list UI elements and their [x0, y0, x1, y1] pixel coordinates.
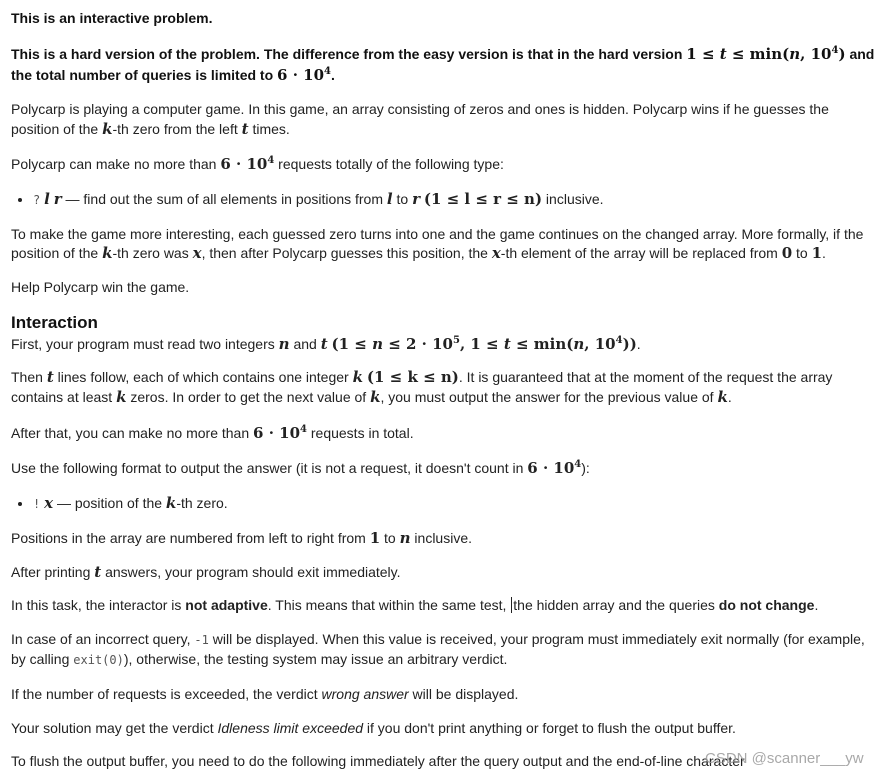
- lr-bounds-formula: (1 ≤ l ≤ r ≤ n): [423, 190, 543, 208]
- more-interesting-line-2: position of the k-th zero was x, then after Polycarp guesses this position, the x-th element of the array will be replaced from 0 to 1.: [11, 244, 826, 262]
- requests-line: Polycarp can make no more than $6 \cdot 10^4$ requests totally of the following type:: [11, 155, 504, 173]
- query-symbol: ?: [33, 193, 41, 207]
- flush-line: To flush the output buffer, you need to do the following immediately after the query output and the end-of-line character: [11, 753, 745, 769]
- interaction-heading: Interaction: [11, 313, 98, 332]
- answer-symbol: !: [33, 497, 41, 511]
- nt-bounds-formula: ($1 \le n \le 2 \cdot 10^5$, 1 ≤ t ≤ min(n, $10^4$)): [331, 335, 637, 353]
- var-t: t: [241, 120, 249, 138]
- list-item-query: • ? l r — find out the sum of all elements in positions from l to r (1 ≤ l ≤ r ≤ n) inclusive.: [33, 189, 604, 210]
- incorrect-query-line-1: In case of an incorrect query, -1 will be displayed. When this value is received, your program must immediately exit normally (for example,: [11, 631, 865, 647]
- help-line: Help Polycarp win the game.: [11, 279, 190, 295]
- hard1-tail: and: [845, 46, 875, 62]
- hard2-text: the total number of queries is limited to: [11, 67, 278, 83]
- then-line-1: Then t lines follow, each of which contains one integer k (1 ≤ k ≤ n). It is guaranteed that at the moment of the request the array: [11, 368, 833, 386]
- then-line-2: contains at least k zeros. In order to get the next value of k, you must output the answer for the previous value of k.: [11, 388, 732, 406]
- exit-line: After printing t answers, your program should exit immediately.: [11, 563, 401, 581]
- answer-format-list: [11, 493, 228, 514]
- list-item-answer: • ! x — position of the k-th zero.: [33, 493, 228, 514]
- k-bounds-formula: (1 ≤ k ≤ n): [366, 368, 459, 386]
- hard-version-line-2: the total number of queries is limited to $6 \cdot 10^4$.: [11, 66, 335, 84]
- positions-line: Positions in the array are numbered from left to right from 1 to n inclusive.: [11, 529, 472, 547]
- hard1-text: This is a hard version of the problem. The difference from the easy version is that in the hard version: [11, 46, 687, 62]
- query-limit-formula: $6 \cdot 10^4$: [277, 66, 331, 84]
- more-interesting-line-1: To make the game more interesting, each guessed zero turns into one and the game continues on the changed array. More formally, if the: [11, 226, 864, 242]
- interactive-note: [11, 8, 873, 28]
- format-line: Use the following format to output the answer (it is not a request, it doesn't count in $6 \cdot 10^4$):: [11, 459, 590, 477]
- wrong-answer-line: If the number of requests is exceeded, the verdict wrong answer will be displayed.: [11, 686, 519, 702]
- csdn-watermark: CSDN @scanner___yw: [705, 750, 864, 767]
- incorrect-query-line-2: by calling exit(0)), otherwise, the testing system may issue an arbitrary verdict.: [11, 651, 508, 667]
- game-description-line-2: position of the k-th zero from the left t times.: [11, 120, 290, 138]
- first-read-line: First, your program must read two integers n and t ($1 \le n \le 2 \cdot 10^5$, 1 ≤ t ≤ min(n, $10^4$)).: [11, 335, 641, 353]
- idleness-line: Your solution may get the verdict Idleness limit exceeded if you don't print anything or forget to flush the output buffer.: [11, 720, 736, 736]
- request-limit-formula: $6 \cdot 10^4$: [220, 155, 275, 173]
- not-adaptive-line: In this task, the interactor is not adaptive. This means that within the same test, the hidden array and the queries do not change.: [11, 597, 819, 613]
- query-type-list: [11, 189, 604, 210]
- t-range-formula: 1 ≤ t ≤ min(n, $10^4$): [686, 45, 846, 63]
- hard-version-line-1: [11, 44, 873, 64]
- game-description-line-1: Polycarp is playing a computer game. In this game, an array consisting of zeros and ones is hidden. Polycarp wins if he guesses the: [11, 101, 829, 117]
- after-that-line: After that, you can make no more than $6 \cdot 10^4$ requests in total.: [11, 424, 414, 442]
- interactive-text: This is an interactive problem.: [11, 10, 213, 26]
- var-k: k: [102, 120, 113, 138]
